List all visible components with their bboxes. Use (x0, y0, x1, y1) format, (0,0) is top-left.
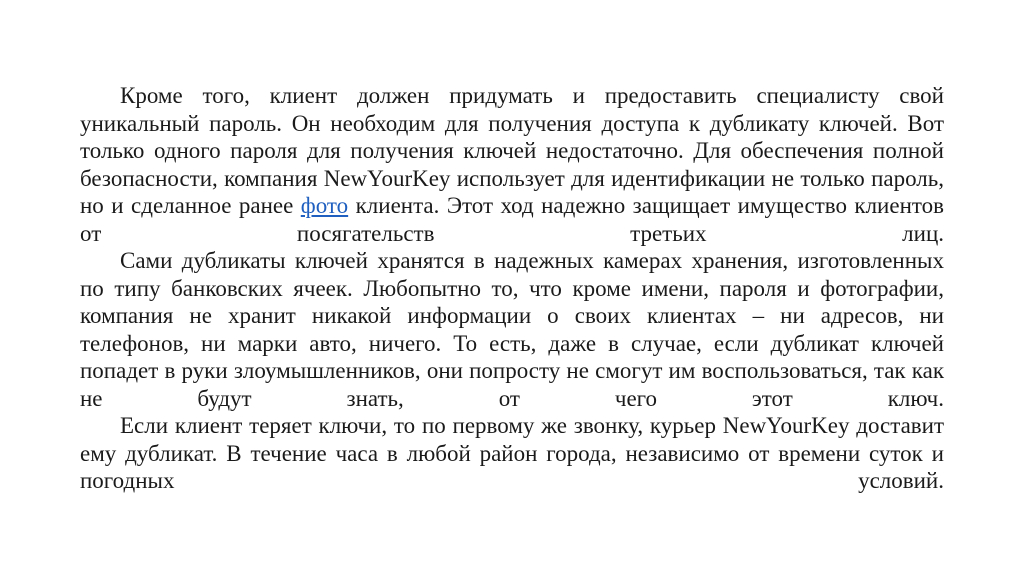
paragraph-2: Сами дубликаты ключей хранятся в надежных камерах хранения, изготовленных по типу банковских ячеек. Любопытно то, что кроме имени, пароля и фотографии, компания не хранит никакой информации о своих клиентах – ни адресов, ни телефонов, ни марки авто, ничего. То есть, даже в случае, если дубликат ключей попадет в руки злоумышленников, они попросту не смогут им воспользоваться, так как не будут знать, от чего этот ключ. (80, 248, 944, 411)
paragraph-1-text-end: клиента. Этот ход надежно защищает имущество клиентов от посягательств третьих лиц. (80, 193, 944, 246)
photo-link[interactable]: фото (300, 193, 349, 218)
paragraph-1 (80, 82, 944, 247)
paragraph-3: Если клиент теряет ключи, то по первому же звонку, курьер NewYourKey доставит ему дубликат. В течение часа в любой район города, независимо от времени суток и погодных условий. (80, 413, 944, 493)
document-body (80, 82, 944, 495)
paragraph-1-text-start: Кроме того, клиент должен придумать и предоставить специалисту свой уникальный пароль. Он необходим для получения доступа к дубликату ключей. Вот только одного пароля для получения ключей недостаточно. Для обеспечения полной безопасности, компания NewYourKey использует для идентификации не только пароль, но и сделанное ранее (80, 83, 944, 218)
